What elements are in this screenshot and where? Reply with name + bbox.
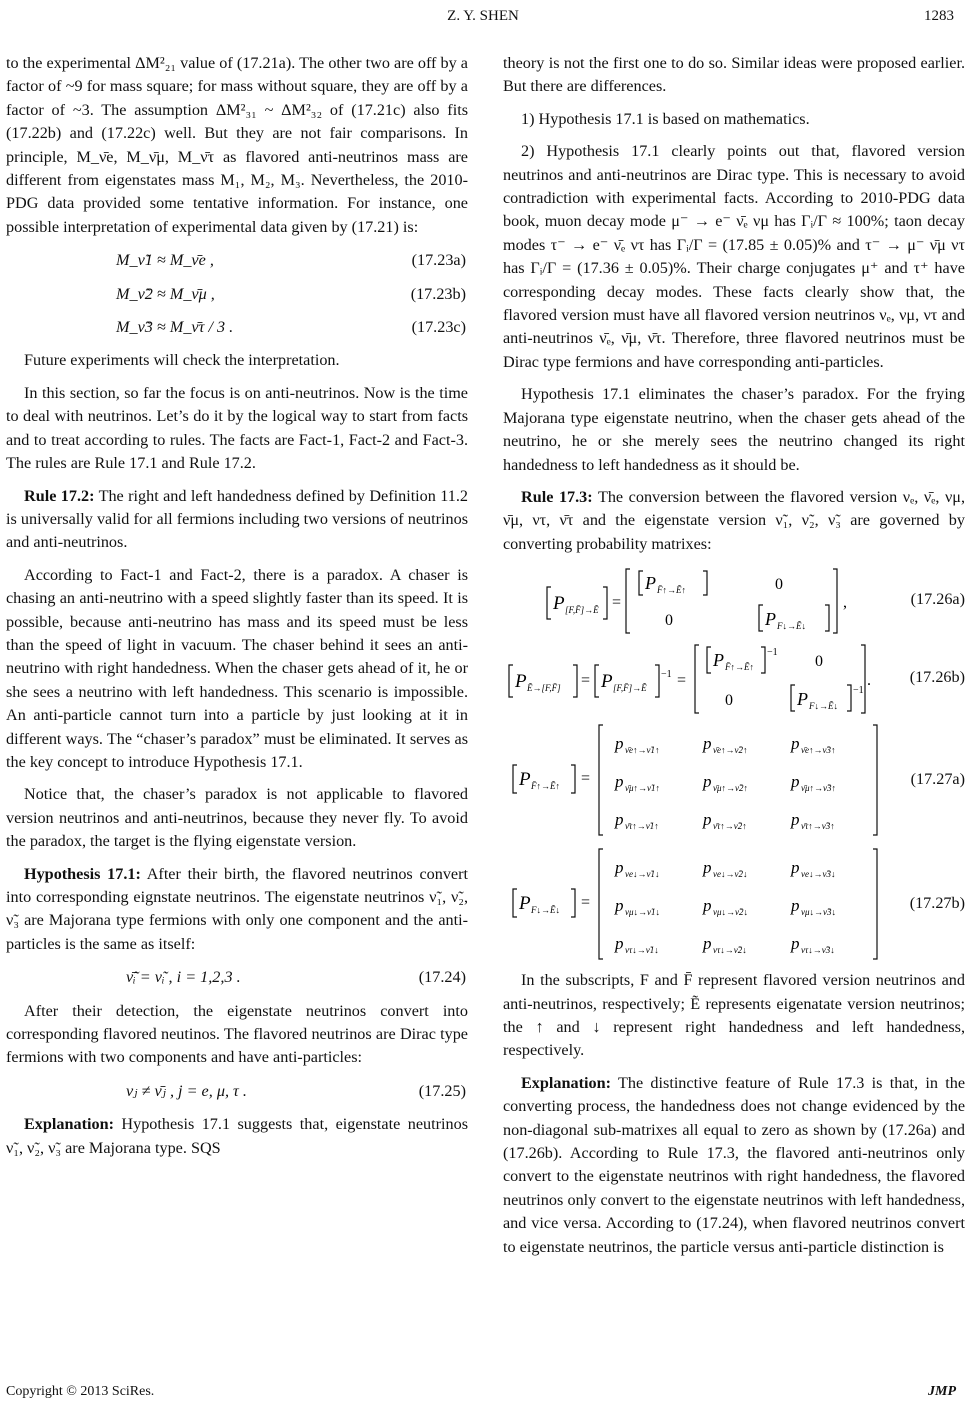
svg-text:P: P <box>797 689 808 710</box>
equation-number: (17.27a) <box>910 770 965 789</box>
svg-text:ν̄τ↑→ν̃2↑: ν̄τ↑→ν̃2↑ <box>713 821 747 832</box>
equation-number: (17.23b) <box>410 284 466 303</box>
matrix-equation-graphic <box>503 565 863 635</box>
svg-text:F̄↑→Ẽ↑: F̄↑→Ẽ↑ <box>531 781 560 792</box>
svg-text:νμ↓→ν̃2↓: νμ↓→ν̃2↓ <box>713 907 749 918</box>
svg-text:−1: −1 <box>853 685 864 697</box>
svg-text:p: p <box>791 858 800 878</box>
equation-number: (17.26a) <box>910 590 965 609</box>
equation-body: νⱼ ≠ ν̄ⱼ , j = e, μ, τ . <box>126 1081 247 1100</box>
svg-text:p: p <box>791 772 800 792</box>
paragraph: In this section, so far the focus is on anti-neutrinos. Now is the time to deal with neutrinos. Let’s do it by the logical way to start from facts and to treat according to rules. The facts are Fact-1, Fact-2 and Fact-3. The rules are Rule 17.1 and Rule 17.2. <box>6 383 468 473</box>
svg-text:=: = <box>581 770 591 788</box>
rule-text: The right and left handedness defined by Definition 11.2 is universally valid for all fermions including two versions of neutrinos and anti-neutrinos. <box>6 486 468 552</box>
svg-text:p: p <box>615 772 624 792</box>
equation-number: (17.24) <box>418 968 466 987</box>
svg-text:P: P <box>519 769 531 791</box>
svg-text:ντ↓→ν̃3↓: ντ↓→ν̃3↓ <box>801 945 835 956</box>
svg-text:.: . <box>867 672 871 690</box>
equation-17-25 <box>6 1080 468 1103</box>
svg-text:=: = <box>612 594 622 612</box>
right-column <box>503 52 965 1268</box>
equation-number: (17.26b) <box>909 668 965 687</box>
hypothesis-label: Hypothesis 17.1: <box>24 864 141 883</box>
svg-text:P: P <box>515 671 527 693</box>
svg-text:p: p <box>615 734 624 754</box>
svg-text:p: p <box>615 810 624 830</box>
svg-text:ντ↓→ν̃1↓: ντ↓→ν̃1↓ <box>625 945 659 956</box>
svg-text:P: P <box>765 609 776 630</box>
svg-text:P: P <box>645 573 656 594</box>
svg-text:=: = <box>581 894 591 912</box>
svg-text:0: 0 <box>725 692 733 710</box>
svg-text:νμ↓→ν̃1↓: νμ↓→ν̃1↓ <box>625 907 661 918</box>
rule-label: Rule 17.2: <box>24 486 95 505</box>
svg-text:ντ↓→ν̃2↓: ντ↓→ν̃2↓ <box>713 945 747 956</box>
copyright-notice: Copyright © 2013 SciRes. <box>6 1384 155 1399</box>
svg-text:−1: −1 <box>661 669 672 681</box>
rule-text: The conversion between the flavored version νₑ, ν̄ₑ, νμ, ν̄μ, ντ, ν̄τ and the eigenstate version ν̃₁, ν̃₂, ν̃₃ are governed by converting probability matrixes: <box>503 487 966 553</box>
svg-text:νe↓→ν̃3↓: νe↓→ν̃3↓ <box>801 869 836 880</box>
equation-number: (17.23c) <box>411 318 466 337</box>
explanation-text: The distinctive feature of Rule 17.3 is that, in the converting process, the handedness does not change evidenced by the non-diagonal sub-matrixes all equal to zero as shown by (17.26a) and (17.26b). According to Rule 17.3, the flavored anti-neutrinos only convert to the eigenstate neutrinos with right handedness, the flavored neutrinos only convert to the eigenstate neutrinos with left handedness, and vice versa. According to (17.24), when flavored neutrinos convert to eigenstate neutrinos, the particle versus anti-particle distinction is <box>503 1073 965 1256</box>
equation-number: (17.23a) <box>411 251 466 270</box>
svg-text:P: P <box>713 650 724 671</box>
equation-body: M_ν̃3 ≈ M_ν̄τ / 3 . <box>116 318 234 337</box>
matrix-equation-graphic <box>503 845 883 963</box>
svg-text:ν̄μ↑→ν̃1↑: ν̄μ↑→ν̃1↑ <box>625 783 661 794</box>
equation-body: M_ν̃1 ≈ M_ν̄e , <box>116 251 214 270</box>
equation-17-26b <box>503 641 965 715</box>
explanation-text: Hypothesis 17.1 suggests that, eigenstate neutrinos ν̃₁, ν̃₂, ν̃₃ are Majorana type. SQS <box>6 1115 468 1157</box>
svg-text:ν̄τ↑→ν̃3↑: ν̄τ↑→ν̃3↑ <box>801 821 835 832</box>
equation-17-23a <box>6 249 468 272</box>
svg-text:F↓→Ẽ↓: F↓→Ẽ↓ <box>809 701 838 712</box>
explanation <box>503 1072 965 1259</box>
svg-text:F̄↑→Ẽ↑: F̄↑→Ẽ↑ <box>657 585 686 596</box>
matrix-equation-graphic <box>503 641 873 715</box>
svg-text:=: = <box>581 672 591 690</box>
svg-text:0: 0 <box>665 612 673 630</box>
svg-text:νμ↓→ν̃3↓: νμ↓→ν̃3↓ <box>801 907 837 918</box>
paragraph: to the experimental ΔM²₂₁ value of (17.21a). The other two are off by a factor of ~9 for mass square; for mass without square, they are off by a factor of ~3. The assumption ΔM²₃₁ ~ ΔM²₃₂ of (17.21c) also fits (17.22b) and (17.22c) well. But they are not fair comparisons. In principle, M_ν̄e, M_ν̄μ, M_ν̄τ as flavored anti-neutrinos mass are different from eigenstates mass M₁, M₂, M₃. Nevertheless, the 2010-PDG data provided some tentative information. For instance, one possible interpretation of experimental data given by (17.21) is: <box>6 54 468 236</box>
svg-text:p: p <box>615 896 624 916</box>
journal-abbreviation: JMP <box>928 1384 956 1399</box>
explanation-label: Explanation: <box>521 1073 611 1092</box>
paragraph: 1) Hypothesis 17.1 is based on mathematics. <box>521 109 810 128</box>
equation-17-26a <box>503 565 965 635</box>
svg-text:p: p <box>791 896 800 916</box>
matrix-equation-graphic <box>503 721 883 839</box>
svg-text:F↓→Ẽ↓: F↓→Ẽ↓ <box>531 905 560 916</box>
svg-text:,: , <box>843 594 847 612</box>
equation-17-23c <box>6 316 468 339</box>
svg-text:F↓→Ẽ↓: F↓→Ẽ↓ <box>777 621 806 632</box>
svg-text:νe↓→ν̃1↓: νe↓→ν̃1↓ <box>625 869 660 880</box>
svg-text:[F,F̄]→Ẽ: [F,F̄]→Ẽ <box>613 683 647 694</box>
svg-text:P: P <box>601 671 613 693</box>
running-header-author: Z. Y. SHEN <box>447 8 519 24</box>
equation-17-23b <box>6 283 468 306</box>
svg-text:F̄↑→Ẽ↑: F̄↑→Ẽ↑ <box>725 662 754 673</box>
rule-17-2 <box>6 485 468 555</box>
equation-body: M_ν̃2 ≈ M_ν̄μ , <box>116 284 215 303</box>
svg-text:p: p <box>703 896 712 916</box>
svg-text:ν̄e↑→ν̃2↑: ν̄e↑→ν̃2↑ <box>713 745 748 756</box>
paragraph: According to Fact-1 and Fact-2, there is a paradox. A chaser is chasing an anti-neutrino with a speed slightly faster than its speed. It is possible, because anti-neutrino has mass and its speed must be less than the speed of light in vacuum. The chaser behind it sees an anti-neutrino with right handedness. When the chaser gets ahead of it, he or she sees a neutrino with left handedness. This scenario is impossible. An anti-particle cannot turn into a particle by just looking at it in different ways. The “chaser’s paradox” must be eliminated. It serves as the key concept to introduce Hypothesis 17.1. <box>6 565 468 771</box>
equation-number: (17.27b) <box>909 894 965 913</box>
left-column <box>6 52 468 1169</box>
page-number: 1283 <box>924 8 954 24</box>
paragraph: 2) Hypothesis 17.1 clearly points out that, flavored version neutrinos and anti-neutrinos are Dirac type. This is necessary to avoid contradiction with experimental facts. According to 2010-PDG data book, muon decay mode μ⁻ → e⁻ ν̄ₑ νμ has Γᵢ/Γ ≈ 100%; taon decay modes τ⁻ → e⁻ ν̄ₑ ντ has Γᵢ/Γ = (17.85 ± 0.05)% and τ⁻ → μ⁻ ν̄μ ντ has Γᵢ/Γ = (17.36 ± 0.05)%. Their charge conjugates μ⁺ and τ⁺ have corresponding decay modes. These facts clearly show that, the flavored version must have all flavored version neutrinos νₑ, νμ, ντ and anti-neutrinos ν̄ₑ, ν̄μ, ν̄τ. Therefore, three flavored neutrinos must be Dirac type fermions and have corresponding anti-particles. <box>503 142 965 371</box>
explanation <box>6 1113 468 1160</box>
paragraph: In the subscripts, F and F̄ represent flavored version neutrinos and anti-neutrinos, respectively; Ẽ represents eigenatate version neutrinos; the ↑ and ↓ represent right handedness and left handedness, respectively. <box>503 971 965 1060</box>
svg-text:p: p <box>791 734 800 754</box>
svg-text:0: 0 <box>815 653 823 671</box>
svg-text:ν̄τ↑→ν̃1↑: ν̄τ↑→ν̃1↑ <box>625 821 659 832</box>
paragraph: Future experiments will check the interpretation. <box>24 351 340 370</box>
rule-label: Rule 17.3: <box>521 487 593 506</box>
svg-text:p: p <box>791 810 800 830</box>
svg-text:p: p <box>703 934 712 954</box>
svg-text:p: p <box>791 934 800 954</box>
hypothesis-17-1 <box>6 863 468 957</box>
paragraph: theory is not the first one to do so. Similar ideas were proposed earlier. But there are differences. <box>503 54 965 96</box>
equation-17-27a <box>503 721 965 839</box>
equation-number: (17.25) <box>418 1081 466 1100</box>
hypothesis-text: After their birth, the flavored neutrinos convert into corresponding eignstate neutrinos. The eigenstate neutrinos ν̃₁, ν̃₂, ν̃₃ are Majorana type fermions with only one component and the anti-particles is the same as itself: <box>6 864 468 953</box>
equation-17-27b <box>503 845 965 963</box>
svg-text:p: p <box>703 772 712 792</box>
svg-text:[F,F̄]→Ẽ: [F,F̄]→Ẽ <box>565 605 599 616</box>
svg-text:p: p <box>615 934 624 954</box>
svg-text:p: p <box>703 858 712 878</box>
svg-text:−1: −1 <box>767 647 778 659</box>
paragraph: Hypothesis 17.1 eliminates the chaser’s paradox. For the frying Majorana type eigenstate neutrino, when the chaser gets ahead of the neutrino, he or she merely sees the neutrino changed its right handedness to left handedness as it should be. <box>503 385 965 474</box>
paragraph: After their detection, the eigenstate neutrinos convert into corresponding flavored neutinos. The flavored neutrinos are Dirac type fermions with two components and have anti-particles: <box>6 1001 468 1067</box>
explanation-label: Explanation: <box>24 1115 114 1134</box>
svg-text:νe↓→ν̃2↓: νe↓→ν̃2↓ <box>713 869 748 880</box>
svg-text:ν̄e↑→ν̃3↑: ν̄e↑→ν̃3↑ <box>801 745 836 756</box>
paragraph: Notice that, the chaser’s paradox is not applicable to flavored version neutrinos and anti-neutrinos, because they never fly. To avoid the paradox, the target is the flying eigenstate version. <box>6 785 468 851</box>
svg-text:ν̄μ↑→ν̃3↑: ν̄μ↑→ν̃3↑ <box>801 783 837 794</box>
svg-text:0: 0 <box>775 576 783 594</box>
svg-text:p: p <box>615 858 624 878</box>
svg-text:ν̄μ↑→ν̃2↑: ν̄μ↑→ν̃2↑ <box>713 783 749 794</box>
svg-text:P: P <box>553 593 565 615</box>
svg-text:P: P <box>519 893 531 915</box>
equation-17-24 <box>6 966 468 989</box>
rule-17-3 <box>503 486 965 556</box>
svg-text:=: = <box>677 672 687 690</box>
svg-text:ν̄e↑→ν̃1↑: ν̄e↑→ν̃1↑ <box>625 745 660 756</box>
svg-text:Ẽ→[F,F̄]: Ẽ→[F,F̄] <box>527 683 561 694</box>
equation-body: ν̄̃ᵢ = ν̃ᵢ , i = 1,2,3 . <box>126 968 241 987</box>
svg-text:p: p <box>703 810 712 830</box>
svg-text:p: p <box>703 734 712 754</box>
